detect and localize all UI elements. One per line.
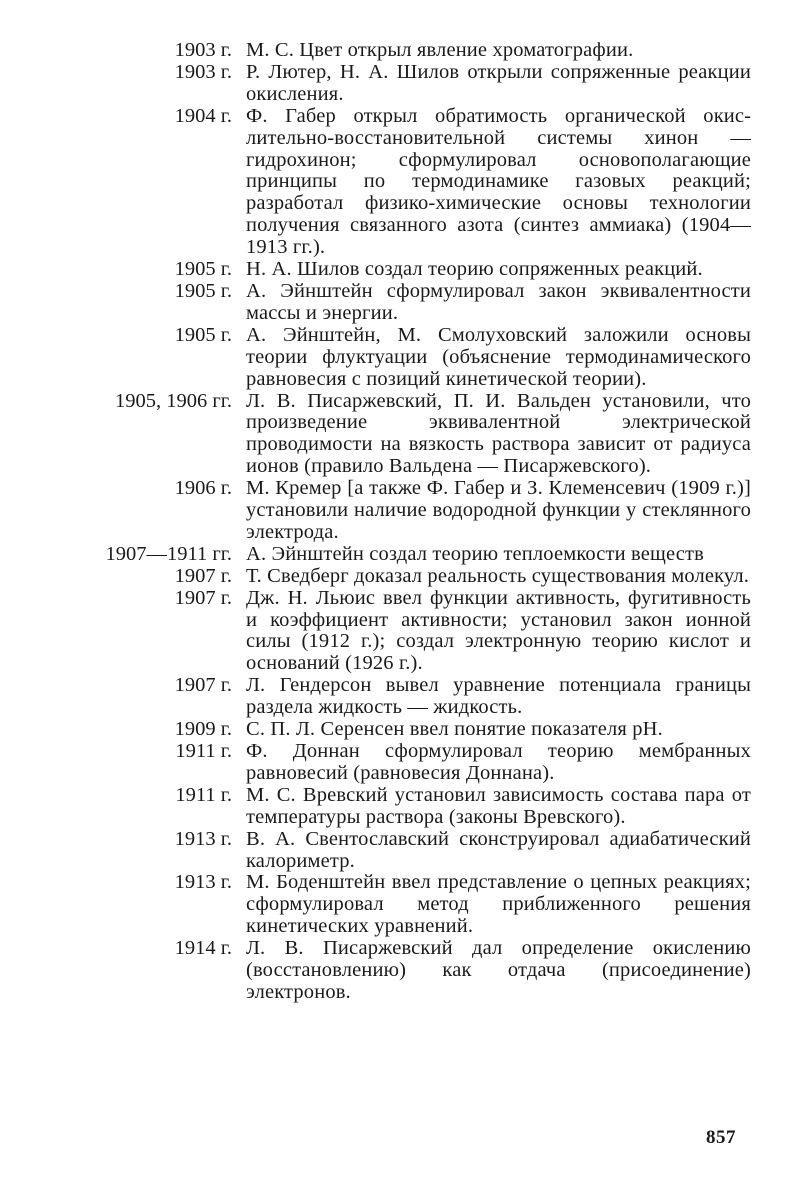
chronology-entry [0,566,797,588]
entry-year: 1905, 1906 гг. [114,389,232,412]
entry-text: А. Эйнштейн создал теорию теплоемкости веществ [246,542,704,565]
chronology-entry [0,938,797,1004]
entry-text: С. П. Л. Серенсен ввел понятие показателя pH. [246,718,663,741]
entry-text: Дж. Н. Льюис ввел функции активность, фугитивность и коэффициент активности; установил закон ионной силы (1912 г.); создал электронную теорию кислот и оснований (1926 г.). [246,586,751,675]
entry-year: 1909 г. [174,718,232,741]
entry-year: 1907 г. [174,674,232,697]
chronology-entry [0,106,797,259]
entry-text: Л. В. Писаржевский дал определение окислению (восстановлению) как отдача (присоединение) электронов. [246,937,751,1003]
entry-text: Р. Лютер, Н. А. Шилов открыли сопряженные реакции окисления. [246,60,751,105]
chronology-entry [0,391,797,479]
chronology-entry [0,62,797,106]
entry-text: В. А. Свентославский сконструировал адиабатический калориметр. [246,827,751,872]
entry-text: А. Эйнштейн, М. Смолуховский заложили основы теории флуктуации (объяснение термодинамического равновесия с позиций кинетической теории). [246,323,751,390]
entry-year: 1903 г. [174,39,232,61]
entry-year: 1911 г. [175,740,232,762]
chronology-entry [0,785,797,829]
chronology-entry [0,829,797,873]
chronology-entry [0,872,797,938]
entry-text: М. Кремер [а также Ф. Габер и З. Клеменсевич (1909 г.)] установили наличие водородной функции у стеклянного электрода. [246,477,751,543]
chronology-entry [0,675,797,719]
entry-year: 1913 г. [174,827,232,850]
chronology-list [0,40,797,1004]
entry-year: 1906 г. [174,477,232,500]
entry-text: Т. Сведберг доказал реальность существования молекул. [246,564,750,587]
entry-text: А. Эйнштейн сформулировал закон эквивалентности массы и энергии. [246,279,751,324]
entry-text: Ф. Доннан сформулировал теорию мембранных равновесий (равновесия Доннана). [246,740,751,784]
entry-text: М. С. Вревский установил зависимость состава пара от температуры раствора (законы Вревского). [246,783,751,828]
entry-year: 1913 г. [174,871,232,894]
entry-year: 1905 г. [174,258,232,281]
entry-year: 1903 г. [174,60,232,83]
entry-text: Ф. Габер открыл обратимость органической окислительно-восстановительной системы хинон — гидрохинон; сформулировал основополагающие принципы по термодинамике газовых реакций; разработал физико-химические основы технологии получения связанного азота (синтез аммиака) (1904—1913 гг.). [246,104,751,259]
chronology-entry [0,259,797,281]
chronology-entry [0,544,797,566]
entry-text: Н. А. Шилов создал теорию сопряженных реакций. [246,258,703,281]
chronology-entry [0,325,797,391]
chronology-entry [0,741,797,785]
entry-text: М. С. Цвет открыл явление хроматографии. [246,39,634,61]
entry-year: 1914 г. [174,937,232,960]
chronology-entry [0,719,797,741]
chronology-entry [0,281,797,325]
chronology-entry [0,588,797,676]
entry-year: 1907—1911 гг. [105,542,232,565]
entry-year: 1911 г. [175,783,232,806]
entry-text: Л. В. Писаржевский, П. И. Вальден установили, что произведение эквивалентной электрической проводимости на вязкость раствора зависит от радиуса ионов (правило Вальдена — Писаржевского). [246,389,751,478]
entry-year: 1905 г. [174,279,232,302]
entry-year: 1907 г. [174,586,232,609]
entry-year: 1907 г. [174,564,232,587]
entry-text: Л. Гендерсон вывел уравнение потенциала границы раздела жидкость — жидкость. [246,674,751,719]
page-number: 857 [706,1127,736,1148]
entry-year: 1905 г. [174,323,232,346]
chronology-entry [0,40,797,62]
entry-text: М. Боденштейн ввел представление о цепных реакциях; сформулировал метод приближенного решения кинетических уравнений. [246,871,751,938]
entry-year: 1904 г. [174,104,232,127]
chronology-entry [0,478,797,544]
